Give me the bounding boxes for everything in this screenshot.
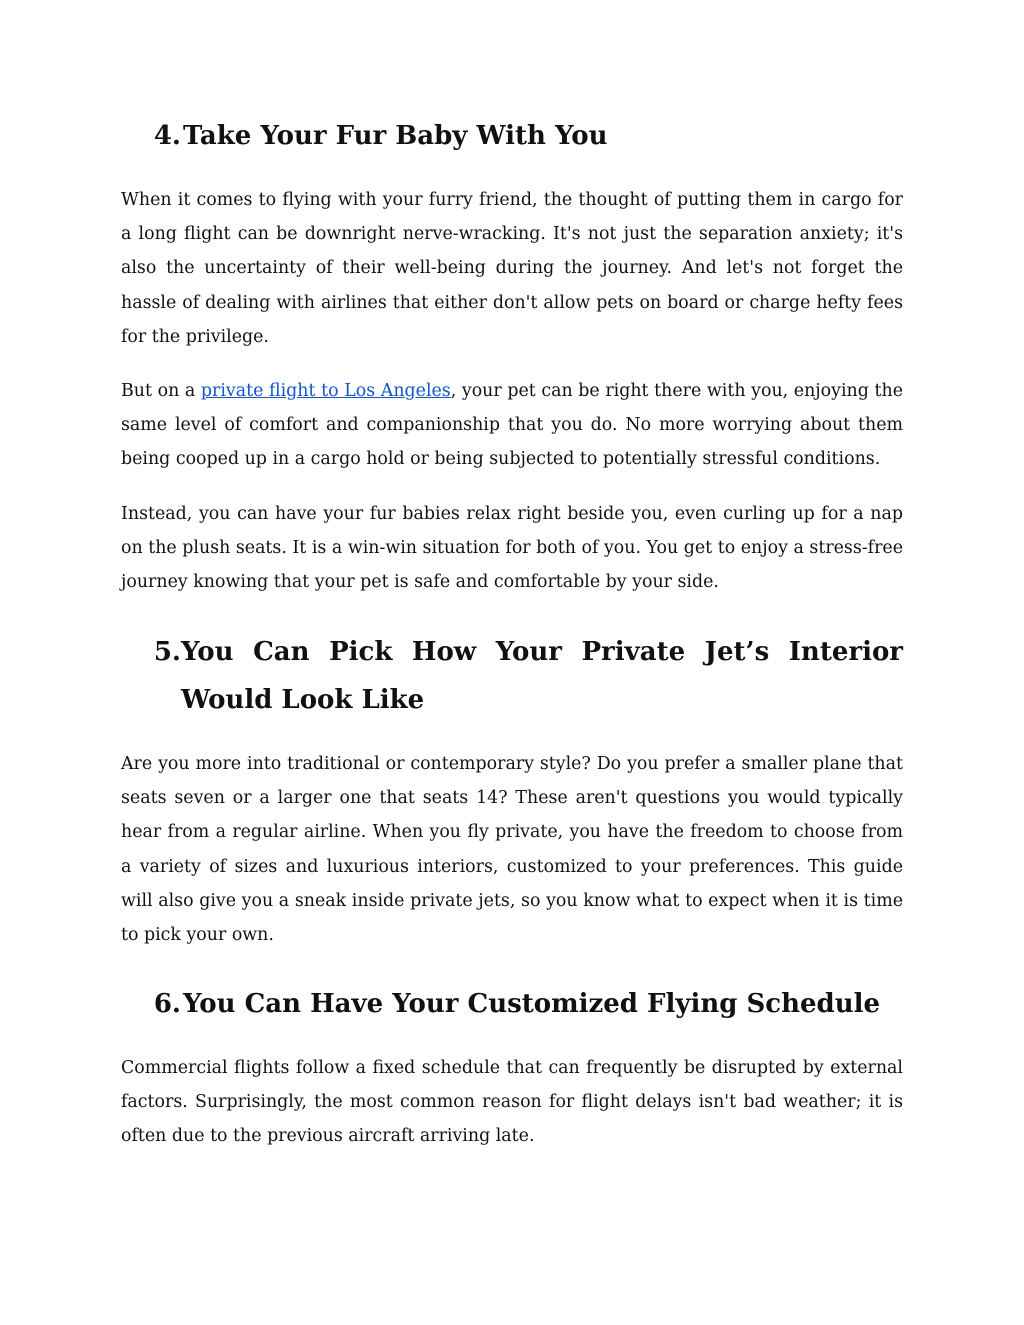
paragraph-text: , your pet can be right there with you, enjoying the same level of comfort and companionship that you do. No more worrying about them being cooped up in a cargo hold or being subjected to potentially stressful conditions.	[121, 381, 903, 470]
paragraph-flight-schedule: Commercial flights follow a fixed schedule that can frequently be disrupted by external factors. Surprisingly, the most common reason for flight delays isn't bad weather; it is often due to the previous aircraft arriving late.	[121, 1058, 903, 1147]
section-heading-5	[121, 628, 903, 724]
paragraph-fur-babies: Instead, you can have your fur babies relax right beside you, even curling up for a nap on the plush seats. It is a win-win situation for both of you. You get to enjoy a stress-free journey knowing that your pet is safe and comfortable by your side.	[121, 504, 903, 593]
section-title: Take Your Fur Baby With You	[183, 121, 608, 151]
section-heading-6	[121, 980, 903, 1028]
paragraph-pets-cargo: When it comes to flying with your furry friend, the thought of putting them in cargo for a long flight can be downright nerve-wracking. It's not just the separation anxiety; it's also the uncertainty of their well-being during the journey. And let's not forget the hassle of dealing with airlines that either don't allow pets on board or charge hefty fees for the privilege.	[121, 190, 903, 347]
private-flight-link[interactable]: private flight to Los Angeles	[200, 381, 451, 401]
paragraph-private-flight	[121, 374, 903, 477]
paragraph-interior-style: Are you more into traditional or contemporary style? Do you prefer a smaller plane that seats seven or a larger one that seats 14? These aren't questions you would typically hear from a regular airline. When you fly private, you have the freedom to choose from a variety of sizes and luxurious interiors, customized to your preferences. This guide will also give you a sneak inside private jets, so you know what to expect when it is time to pick your own.	[121, 754, 903, 946]
section-heading-4	[121, 112, 903, 160]
paragraph-text: But on a	[121, 381, 201, 401]
section-title: You Can Have Your Customized Flying Schedule	[183, 989, 881, 1019]
section-number: 6.	[153, 989, 181, 1019]
section-number: 5.	[153, 637, 181, 667]
section-number: 4.	[153, 121, 181, 151]
section-title: You Can Pick How Your Private Jet’s Interior Would Look Like	[181, 637, 903, 715]
